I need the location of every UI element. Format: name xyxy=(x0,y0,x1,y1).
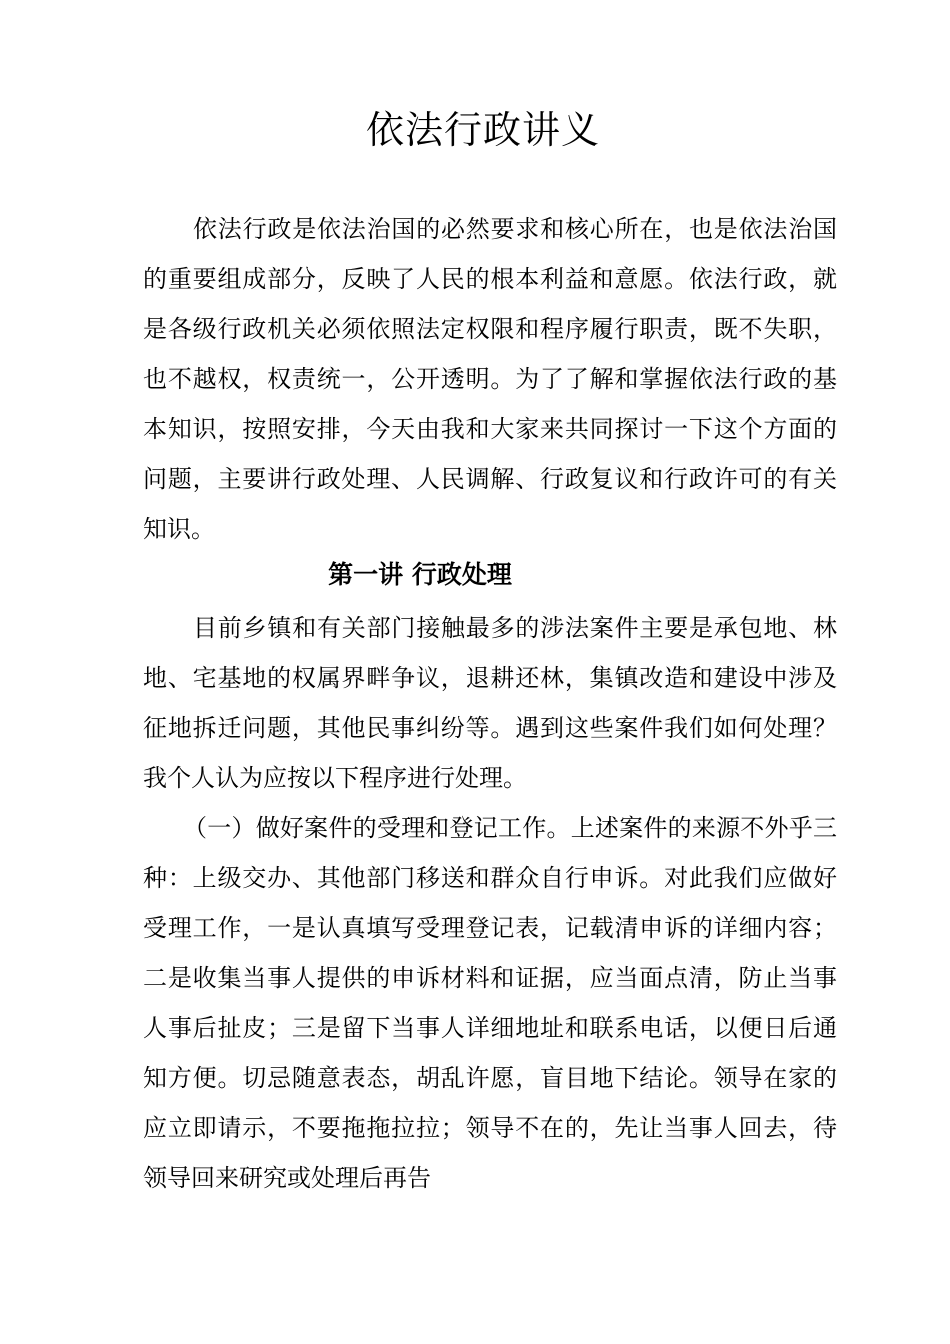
intro-paragraph: 依法行政是依法治国的必然要求和核心所在，也是依法治国的重要组成部分，反映了人民的根本利益和意愿。依法行政，就是各级行政机关必须依照法定权限和程序履行职责，既不失职，也不越权，权责统一，公开透明。为了了解和掌握依法行政的基本知识，按照安排，今天由我和大家来共同探讨一下这个方面的问题，主要讲行政处理、人民调解、行政复议和行政许可的有关知识。 xyxy=(143,215,837,543)
item-1-paragraph: （一）做好案件的受理和登记工作。上述案件的来源不外乎三种：上级交办、其他部门移送和群众自行申诉。对此我们应做好受理工作，一是认真填写受理登记表，记载清申诉的详细内容；二是收集当事人提供的申诉材料和证据，应当面点清，防止当事人事后扯皮；三是留下当事人详细地址和联系电话，以便日后通知方便。切忌随意表态，胡乱许愿，盲目地下结论。领导在家的应立即请示，不要拖拖拉拉；领导不在的，先让当事人回去，待领导回来研究或处理后再告 xyxy=(143,814,837,1192)
section-heading: 第一讲 行政处理 xyxy=(328,560,512,589)
section-paragraph: 目前乡镇和有关部门接触最多的涉法案件主要是承包地、林地、宅基地的权属界畔争议，退耕还林，集镇改造和建设中涉及征地拆迁问题，其他民事纠纷等。遇到这些案件我们如何处理？我个人认为应按以下程序进行处理。 xyxy=(143,614,837,792)
document-title: 依法行政讲义 xyxy=(365,108,600,152)
